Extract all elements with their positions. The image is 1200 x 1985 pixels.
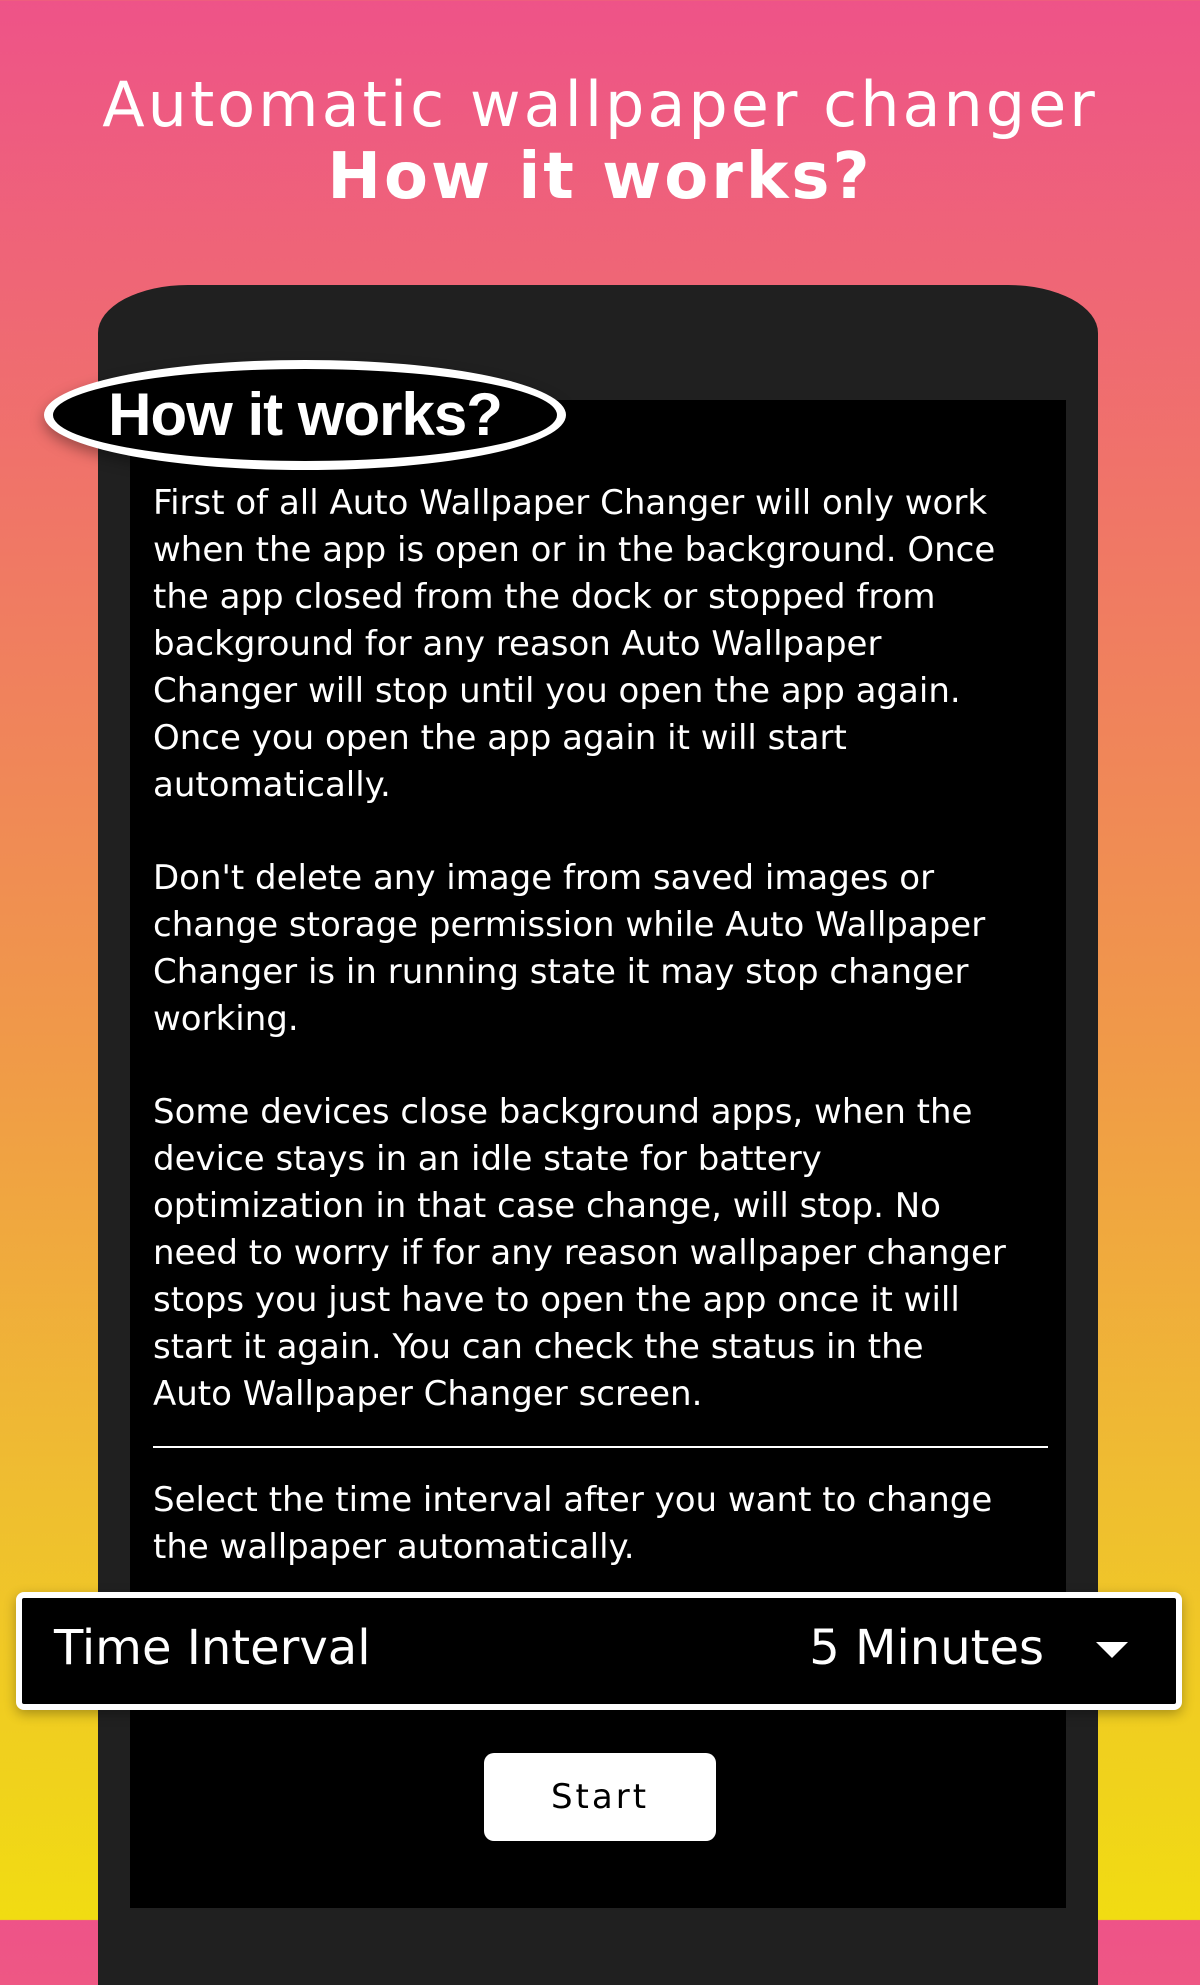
text-line: Some devices close background apps, when the xyxy=(153,1092,973,1132)
text-line: background for any reason Auto Wallpaper xyxy=(153,624,882,664)
info-paragraph-3 xyxy=(153,1089,1053,1418)
text-line: Don't delete any image from saved images or xyxy=(153,858,935,898)
text-line: Once you open the app again it will start xyxy=(153,718,847,758)
text-line: the wallpaper automatically. xyxy=(153,1527,635,1567)
start-button[interactable]: Start xyxy=(484,1753,716,1841)
info-paragraph-1 xyxy=(153,480,1053,809)
time-interval-selected-value[interactable]: 5 Minutes xyxy=(809,1620,1044,1676)
promo-title: Automatic wallpaper changer xyxy=(102,68,1098,141)
text-line: automatically. xyxy=(153,765,391,805)
text-line: working. xyxy=(153,999,299,1039)
text-line: Select the time interval after you want to change xyxy=(153,1480,993,1520)
time-interval-dropdown[interactable] xyxy=(16,1592,1182,1710)
text-line: when the app is open or in the background. Once xyxy=(153,530,996,570)
how-it-works-badge: How it works? xyxy=(44,360,566,470)
text-line: change storage permission while Auto Wallpaper xyxy=(153,905,986,945)
text-line: stops you just have to open the app once it will xyxy=(153,1280,960,1320)
interval-prompt xyxy=(153,1477,1053,1571)
info-paragraph-2 xyxy=(153,855,1053,1043)
text-line: First of all Auto Wallpaper Changer will only work xyxy=(153,483,988,523)
text-line: Changer is in running state it may stop changer xyxy=(153,952,969,992)
text-line: start it again. You can check the status in the xyxy=(153,1327,924,1367)
text-line: Auto Wallpaper Changer screen. xyxy=(153,1374,703,1414)
time-interval-label: Time Interval xyxy=(54,1620,371,1676)
text-line: optimization in that case change, will stop. No xyxy=(153,1186,941,1226)
divider xyxy=(153,1446,1048,1448)
text-line: Changer will stop until you open the app again. xyxy=(153,671,961,711)
text-line: the app closed from the dock or stopped from xyxy=(153,577,936,617)
text-line: need to worry if for any reason wallpaper changer xyxy=(153,1233,1006,1273)
caret-down-icon[interactable] xyxy=(1096,1642,1128,1658)
text-line: device stays in an idle state for battery xyxy=(153,1139,822,1179)
promo-subtitle: How it works? xyxy=(327,140,873,214)
